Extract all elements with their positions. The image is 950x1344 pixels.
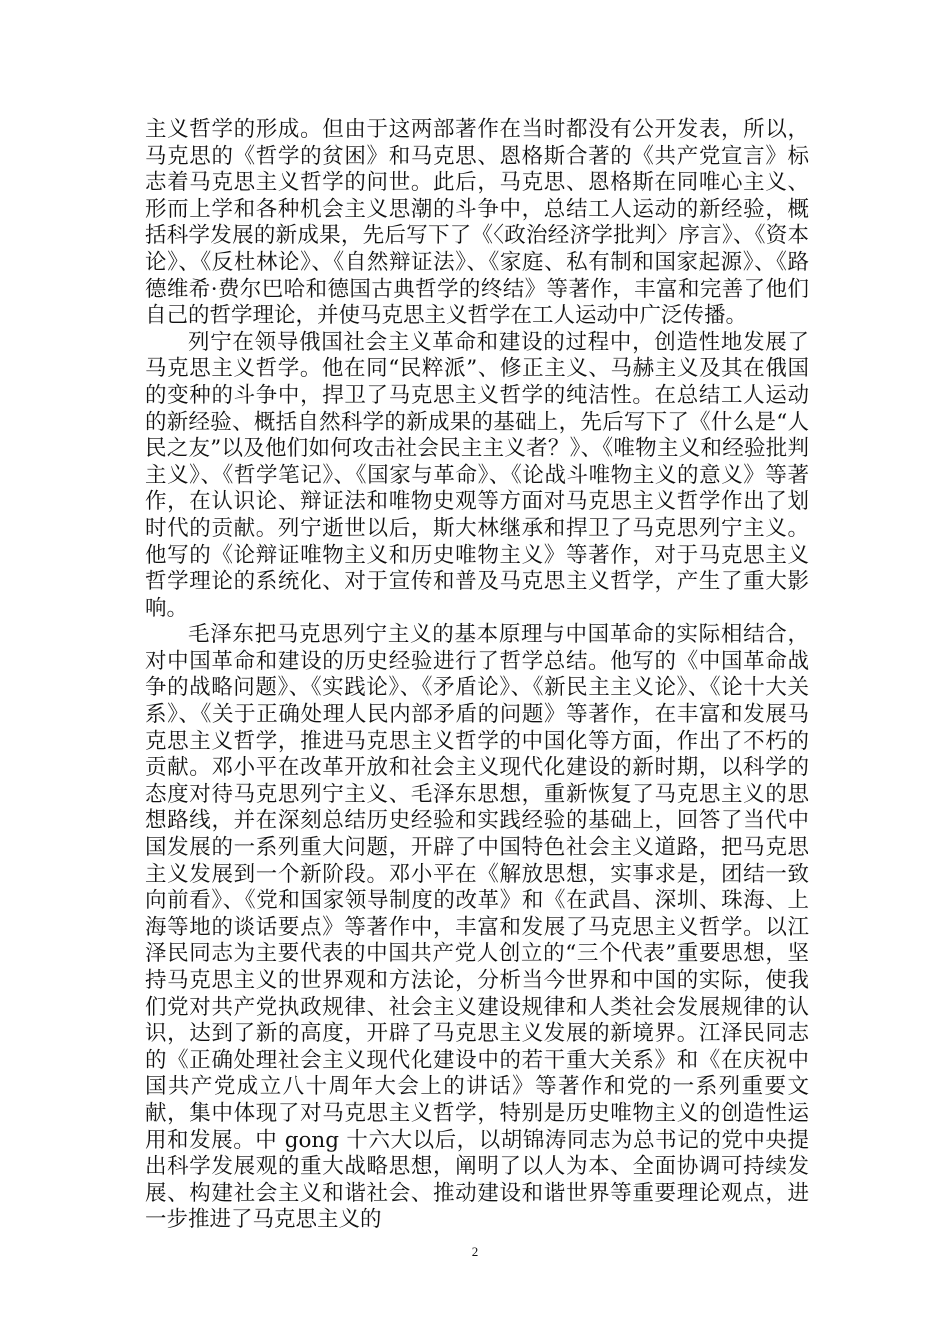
- paragraph-3: 毛泽东把马克思列宁主义的基本原理与中国革命的实际相结合，对中国革命和建设的历史经验进行了哲学总结。他写的《中国革命战争的战略问题》、《实践论》、《矛盾论》、《新民主主义论》、《论十大关系》、《关于正确处理人民内部矛盾的问题》等著作，在丰富和发展马克思主义哲学，推进马克思主义哲学的中国化等方面，作出了不朽的贡献。邓小平在改革开放和社会主义现代化建设的新时期，以科学的态度对待马克思列宁主义、毛泽东思想，重新恢复了马克思主义的思想路线，并在深刻总结历史经验和实践经验的基础上，回答了当代中国发展的一系列重大问题，开辟了中国特色社会主义道路，把马克思主义发展到一个新阶段。邓小平在《解放思想，实事求是，团结一致向前看》、《党和国家领导制度的改革》和《在武昌、深圳、珠海、上海等地的谈话要点》等著作中，丰富和发展了马克思主义哲学。以江泽民同志为主要代表的中国共产党人创立的“三个代表”重要思想，坚持马克思主义的世界观和方法论，分析当今世界和中国的实际，使我们党对共产党执政规律、社会主义建设规律和人类社会发展规律的认识，达到了新的高度，开辟了马克思主义发展的新境界。江泽民同志的《正确处理社会主义现代化建设中的若干重大关系》和《在庆祝中国共产党成立八十周年大会上的讲话》等著作和党的一系列重要文献，集中体现了对马克思主义哲学，特别是历史唯物主义的创造性运用和发展。中 gong 十六大以后，以胡锦涛同志为总书记的党中央提出科学发展观的重大战略思想，阐明了以人为本、全面协调可持续发展、构建社会主义和谐社会、推动建设和谐世界等重要理论观点，进一步推进了马克思主义的: [145, 622, 809, 1233]
- document-body: [145, 117, 809, 1234]
- paragraph-2: 列宁在领导俄国社会主义革命和建设的过程中，创造性地发展了马克思主义哲学。他在同“民粹派”、修正主义、马赫主义及其在俄国的变种的斗争中，捍卫了马克思主义哲学的纯洁性。在总结工人运动的新经验、概括自然科学的新成果的基础上，先后写下了《什么是“人民之友”以及他们如何攻击社会民主主义者？》、《唯物主义和经验批判主义》、《哲学笔记》、《国家与革命》、《论战斗唯物主义的意义》等著作，在认识论、辩证法和唯物史观等方面对马克思主义哲学作出了划时代的贡献。列宁逝世以后，斯大林继承和捍卫了马克思列宁主义。他写的《论辩证唯物主义和历史唯物主义》等著作，对于马克思主义哲学理论的系统化、对于宣传和普及马克思主义哲学，产生了重大影响。: [145, 329, 809, 621]
- paragraph-1: 主义哲学的形成。但由于这两部著作在当时都没有公开发表，所以，马克思的《哲学的贫困》和马克思、恩格斯合著的《共产党宣言》标志着马克思主义哲学的问世。此后，马克思、恩格斯在同唯心主义、形而上学和各种机会主义思潮的斗争中，总结工人运动的新经验，概括科学发展的新成果，先后写下了《〈政治经济学批判〉序言》、《资本论》、《反杜林论》、《自然辩证法》、《家庭、私有制和国家起源》、《路德维希·费尔巴哈和德国古典哲学的终结》等著作，丰富和完善了他们自己的哲学理论，并使马克思主义哲学在工人运动中广泛传播。: [145, 117, 809, 329]
- page-number: 2: [471, 1244, 479, 1259]
